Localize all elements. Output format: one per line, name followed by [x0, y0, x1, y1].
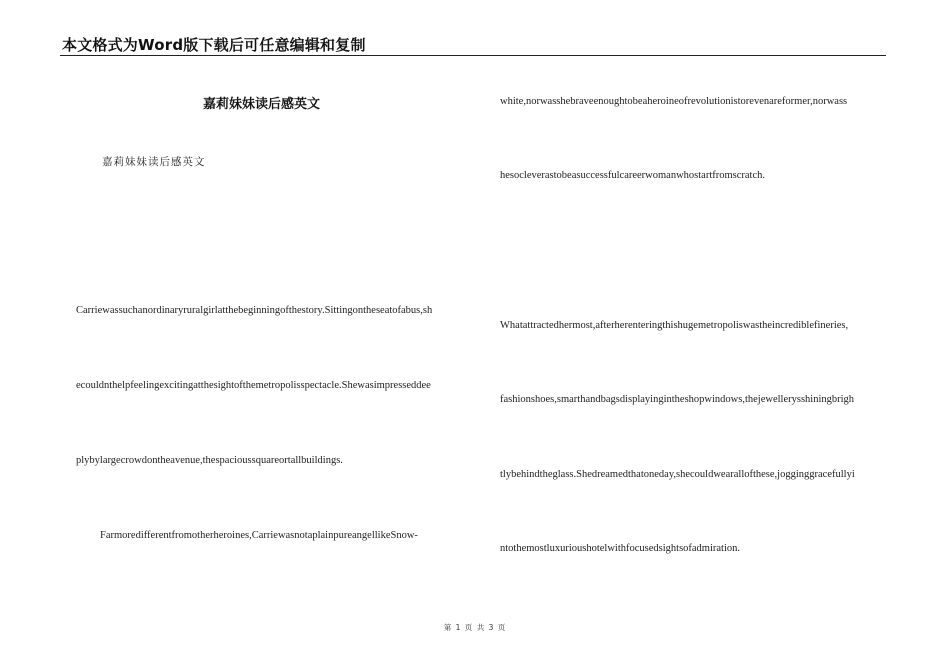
- right-line-5: tlybehindtheglass.Shedreamedthatoneday,shecouldwearallofthese,jogginggracefullyi: [500, 469, 855, 480]
- page-indicator: 第 1 页 共 3 页: [443, 623, 507, 632]
- left-line-4: Farmoredifferentfromotherheroines,CarriewasnotaplainpureangellikeSnow-: [100, 530, 418, 541]
- document-title: 嘉莉妹妹读后感英文: [203, 97, 321, 112]
- right-line-3: Whatattractedhermost,afterherenteringthishugemetropoliswastheincrediblefineries,: [500, 320, 849, 331]
- right-line-2: hesocleverastobeasuccessfulcareerwomanwhostartfromscratch.: [500, 170, 766, 181]
- left-line-1: Carriewassuchanordinaryruralgirlatthebeginningofthestory.Sittingontheseatofabus,sh: [76, 305, 433, 316]
- header-title: 本文格式为Word版下载后可任意编辑和复制: [62, 36, 366, 54]
- right-line-4: fashionshoes,smarthandbagsdisplayingintheshopwindows,thejewellerysshiningbrigh: [500, 394, 855, 405]
- left-line-3: plybylargecrowdontheavenue,thespacioussquareortallbuildings.: [76, 455, 343, 466]
- left-line-2: ecouldnthelpfeelingexcitingatthesightofthemetropolisspectacle.Shewasimpresseddee: [76, 380, 431, 391]
- document-subtitle: 嘉莉妹妹读后感英文: [102, 156, 206, 168]
- right-line-1: white,norwasshebraveenoughtobeaheroineofrevolutionistorevenareformer,norwass: [500, 96, 848, 107]
- header-divider: [60, 55, 886, 56]
- right-line-6: ntothemostluxurioushotelwithfocusedsightsofadmiration.: [500, 543, 741, 554]
